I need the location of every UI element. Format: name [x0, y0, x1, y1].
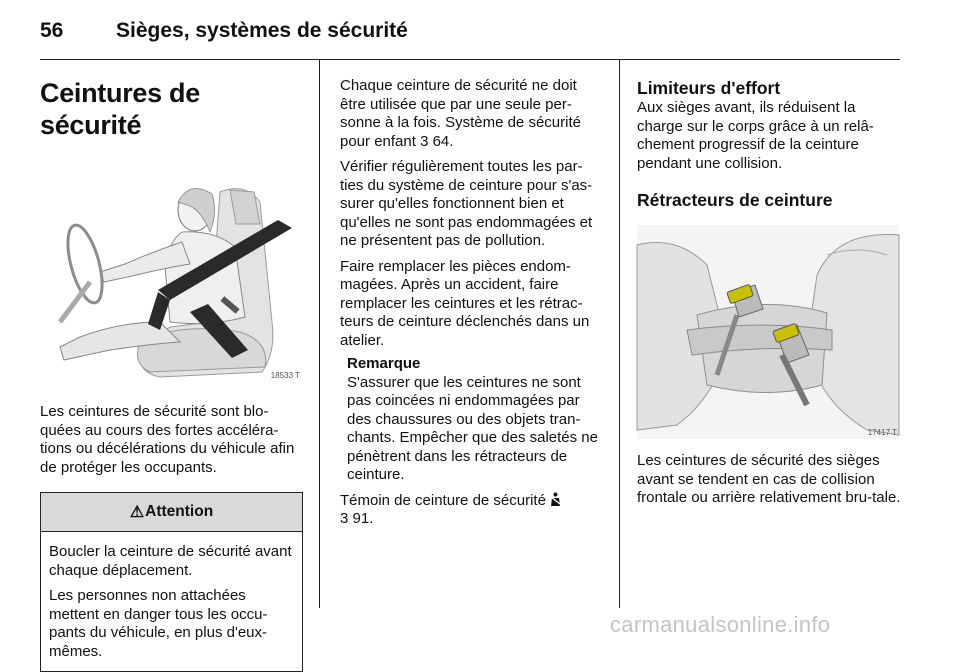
note-text: S'assurer que les ceintures ne sont pas coincées ni endommagées par des chaussures ou des objets tran-chants. Empêcher que des saletés ne pénètrent dans les rétracteurs de ceinture.: [347, 373, 598, 483]
ref-arrow-icon: 3: [340, 510, 349, 527]
attention-box: [40, 492, 303, 672]
column-middle: [340, 60, 604, 529]
intro-paragraph: Les ceintures de sécurité sont blo-quées au cours des fortes accéléra-tions ou décélérations du véhicule afin de protéger les occupants.: [40, 403, 295, 476]
figure-code: 17417 T: [867, 428, 897, 437]
paragraph-load-limiters: Aux sièges avant, ils réduisent la charge sur le corps grâce à un relâ-chement progressif de la ceinture pendant une collision.: [637, 99, 874, 172]
figure-code: 18533 T: [270, 371, 300, 380]
ref-arrow-icon: 3: [420, 132, 429, 150]
column-divider-2: [619, 60, 620, 608]
attention-paragraph-1: Boucler la ceinture de sécurité avant chaque déplacement.: [49, 543, 292, 579]
heading-load-limiters: Limiteurs d'effort: [637, 78, 781, 98]
pretensioner-illustration: [637, 225, 899, 439]
paragraph-pretensioners: Les ceintures de sécurité des sièges avant se tendent en cas de collision frontale ou arrière relativement bru-tale.: [637, 452, 901, 506]
attention-header: [41, 493, 302, 532]
note-title: Remarque: [347, 355, 421, 372]
column-left: [40, 60, 304, 672]
page-header: [40, 14, 920, 48]
paragraph-single-use: Chaque ceinture de sécurité ne doit être utilisée que par une seule per-sonne à la fois. Système de sécurité pour enfant 3 64.: [340, 77, 581, 150]
attention-title: Attention: [145, 503, 214, 520]
page-title: Ceintures de sécurité: [40, 78, 200, 140]
warning-triangle-icon: ⚠: [129, 504, 145, 521]
column-right: [637, 60, 901, 508]
seatbelt-icon: [550, 492, 561, 509]
page-reference: 91.: [352, 510, 374, 527]
attention-body: [41, 532, 302, 671]
section-title: Sièges, systèmes de sécurité: [116, 19, 408, 42]
note-block: [340, 355, 604, 485]
column-divider-1: [319, 60, 320, 608]
watermark: carmanualsonline.info: [610, 612, 831, 637]
page-reference: 64.: [432, 132, 454, 150]
figure-driver-seatbelt: [40, 172, 302, 382]
page-number: 56: [40, 19, 64, 42]
figure-belt-pretensioners: [637, 225, 899, 439]
paragraph-indicator: Témoin de ceinture de sécurité 3 91.: [340, 492, 604, 529]
attention-paragraph-2: Les personnes non attachées mettent en danger tous les occu-pants du véhicule, en plus d'eux-mêmes.: [49, 587, 268, 660]
driver-illustration: [40, 172, 302, 382]
paragraph-check: Vérifier régulièrement toutes les par-ties du système de ceinture pour s'as-surer qu'elles fonctionnent bien et qu'elles ne sont pas endommagées et ne présentent pas de pollution.: [340, 158, 593, 249]
paragraph-replace: Faire remplacer les pièces endom-magées. Après un accident, faire remplacer les ceintures et les rétrac-teurs de ceinture déclenchés dans un atelier.: [340, 257, 590, 349]
heading-pretensioners: Rétracteurs de ceinture: [637, 190, 833, 210]
